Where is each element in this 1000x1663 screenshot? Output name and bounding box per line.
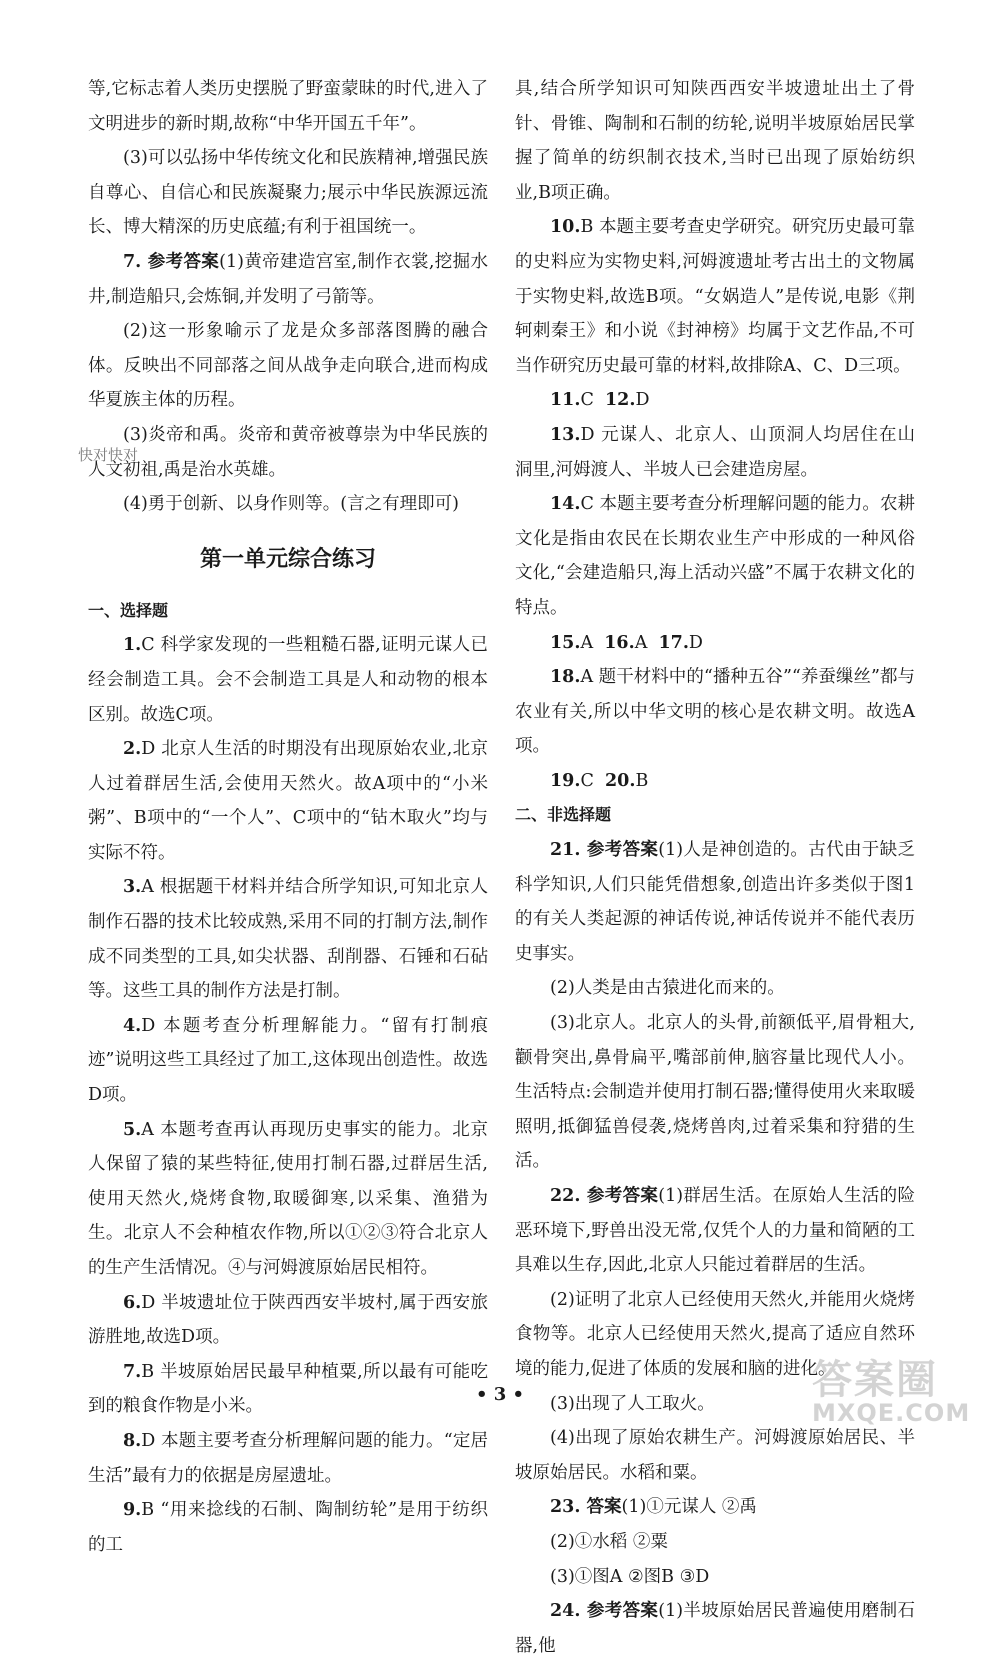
stamp-mark: 快对快对 [78,446,139,464]
answer-item [515,383,915,418]
answer-text: D 元谋人、北京人、山顶洞人均居住在山洞里,河姆渡人、半坡人已会建造房屋。 [515,424,915,480]
answer-item [515,764,915,799]
paragraph: (4)勇于创新、以身作则等。(言之有理即可) [123,494,459,515]
watermark [812,1348,982,1428]
answer-text: (1)①元谋人 ②禹 [621,1497,757,1518]
answer-item [88,628,488,732]
answer-number: 15. [550,632,581,653]
answer-22 [515,1179,915,1283]
paragraph: (3)出现了人工取火。 [550,1393,715,1414]
answer-item [88,1493,488,1562]
section-heading: 一、选择题 [88,600,169,620]
answer-number: 17. [658,632,689,653]
answer-number: 3. [123,877,142,898]
paragraph: (2)这一形象喻示了龙是众多部落图腾的融合体。反映出不同部落之间从战争走向联合,进而构成华夏族主体的历程。 [88,321,488,411]
answer-number: 8. [123,1430,142,1451]
left-column [88,72,488,1562]
answer-text: B “用来捻线的石制、陶制纺轮”是用于纺织的工 [88,1500,488,1555]
answer-item [515,210,915,383]
answer-number: 7. [123,1361,142,1382]
answer-text: B 本题主要考查史学研究。研究历史最可靠的史料应为实物史料,河姆渡遗址考古出土的文物属于实物史料,故选B项。“女娲造人”是传说,电影《荆轲刺秦王》和小说《封神榜》均属于文艺作品,不可当作研究历史最可靠的材料,故排除A、C、D三项。 [515,217,915,376]
answer-text: A 本题考查再认再现历史事实的能力。北京人保留了猿的某些特征,使用打制石器,过群居生活,使用天然火,烧烤食物,取暖御寒,以采集、渔猎为生。北京人不会种植农作物,所以①②③符合北京人的生产生活情况。④与河姆渡原始居民相符。 [88,1119,488,1278]
paragraph: (3)北京人。北京人的头骨,前额低平,眉骨粗大,颧骨突出,鼻骨扁平,嘴部前伸,脑容量比现代人小。生活特点:会制造并使用打制石器;懂得使用火来取暖照明,抵御猛兽侵袭,烧烤兽肉,过着采集和狩猎的生活。 [515,1013,915,1172]
answer-text: A 题干材料中的“播种五谷”“养蚕缫丝”都与农业有关,所以中华文明的核心是农耕文明。故选A项。 [515,667,915,757]
answer-item [515,487,915,625]
answer-number: 7. 参考答案 [123,251,220,272]
answer-text: A 根据题干材料并结合所学知识,可知北京人制作石器的技术比较成熟,采用不同的打制方法,制作成不同类型的工具,如尖状器、刮削器、石锤和石砧等。这些工具的制作方法是打制。 [88,877,488,1002]
answer-text: C [580,390,594,411]
answer-number: 11. [550,390,581,411]
answer-text: D 北京人生活的时期没有出现原始农业,北京人过着群居生活,会使用天然火。故A项中的“小米粥”、B项中的“一个人”、C项中的“钻木取火”均与实际不符。 [88,739,488,863]
answer-text: (1)人是神创造的。古代由于缺乏科学知识,人们只能凭借想象,创造出许多类似于图1的有关人类起源的神话传说,神话传说并不能代表历史事实。 [515,840,915,964]
answer-number: 13. [550,424,581,445]
answer-item [88,732,488,870]
answer-item [88,1113,488,1286]
answer-number: 20. [604,770,636,791]
answer-item [515,626,915,661]
answer-24 [515,1594,915,1663]
answer-number: 21. 参考答案 [550,840,659,861]
answer-text: D 本题考查分析理解能力。“留有打制痕迹”说明这些工具经过了加工,这体现出创造性。故选D项。 [88,1015,488,1106]
section-heading: 二、非选择题 [515,805,612,825]
answer-number: 4. [123,1015,142,1036]
answer-number: 10. [550,217,581,238]
paragraph: (4)出现了原始农耕生产。河姆渡原始居民、半坡原始居民。水稻和粟。 [515,1428,915,1483]
answer-text: C 本题主要考查分析理解问题的能力。农耕文化是指由农民在长期农业生产中形成的一种风俗文化,“会建造船只,海上活动兴盛”不属于农耕文化的特点。 [515,494,915,618]
paragraph: (2)①水稻 ②粟 [550,1531,668,1552]
unit-title: 第一单元综合练习 [199,546,376,572]
answer-number: 16. [604,632,635,653]
page-number: • 3 • [475,1384,525,1405]
answer-text: D 本题主要考查分析理解问题的能力。“定居生活”最有力的依据是房屋遗址。 [88,1430,488,1486]
answer-7 [88,245,488,314]
answer-number: 1. [123,635,142,656]
answer-item [88,1424,488,1493]
answer-number: 2. [123,739,142,760]
answer-item [515,418,915,487]
answer-item [88,1009,488,1113]
paragraph: 具,结合所学知识可知陕西西安半坡遗址出土了骨针、骨锥、陶制和石制的纺轮,说明半坡原始居民掌握了简单的纺织制衣技术,当时已出现了原始纺织业,B项正确。 [515,79,915,203]
answer-text: D 半坡遗址位于陕西西安半坡村,属于西安旅游胜地,故选D项。 [88,1292,488,1348]
answer-text: (1)半坡原始居民普遍使用磨制石器,他 [515,1601,915,1656]
answer-item [88,1286,488,1355]
answer-item [515,660,915,764]
paragraph: (3)炎帝和禹。炎帝和黄帝被尊崇为中华民族的人文初祖,禹是治水英雄。 [88,424,488,480]
answer-23 [515,1490,915,1525]
answer-21 [515,833,915,971]
answer-text: A [634,632,648,653]
paragraph: (3)①图A ②图B ③D [550,1566,710,1587]
answer-number: 24. 参考答案 [550,1601,659,1622]
watermark-url: MXQE.COM [812,1399,971,1427]
answer-number: 12. [604,390,636,411]
answer-number: 19. [550,770,581,791]
answer-item [88,870,488,1008]
answer-text: C 科学家发现的一些粗糙石器,证明元谋人已经会制造工具。会不会制造工具是人和动物的根本区别。故选C项。 [88,635,488,725]
paragraph: (3)可以弘扬中华传统文化和民族精神,增强民族自尊心、自信心和民族凝聚力;展示中华民族源远流长、博大精深的历史底蕴;有利于祖国统一。 [88,148,488,238]
answer-text: B [635,770,649,791]
answer-number: 6. [123,1292,142,1313]
answer-number: 5. [123,1119,142,1140]
paragraph: 等,它标志着人类历史摆脱了野蛮蒙昧的时代,进入了文明进步的新时期,故称“中华开国五千年”。 [88,79,488,134]
answer-text: D [688,632,703,653]
answer-text: (1)群居生活。在原始人生活的险恶环境下,野兽出没无常,仅凭个人的力量和简陋的工具难以生存,因此,北京人只能过着群居的生活。 [515,1186,915,1276]
answer-number: 9. [123,1500,142,1521]
answer-text: (1)黄帝建造宫室,制作衣裳,挖掘水井,制造船只,会炼铜,并发明了弓箭等。 [88,251,488,307]
answer-number: 18. [550,667,581,688]
watermark-logo: 答案圈 [812,1357,938,1403]
answer-number: 22. 参考答案 [550,1186,659,1206]
answer-text: A [580,632,594,653]
paragraph: (2)证明了北京人已经使用天然火,并能用火烧烤食物等。北京人已经使用天然火,提高了适应自然环境的能力,促进了体质的发展和脑的进化。 [515,1289,915,1379]
answer-text: C [580,770,594,791]
paragraph: (2)人类是由古猿进化而来的。 [550,978,785,999]
answer-text: B 半坡原始居民最早种植粟,所以最有可能吃到的粮食作物是小米。 [88,1361,488,1417]
answer-number: 23. 答案 [550,1497,622,1518]
answer-number: 14. [550,494,581,515]
answer-text: D [635,390,650,411]
